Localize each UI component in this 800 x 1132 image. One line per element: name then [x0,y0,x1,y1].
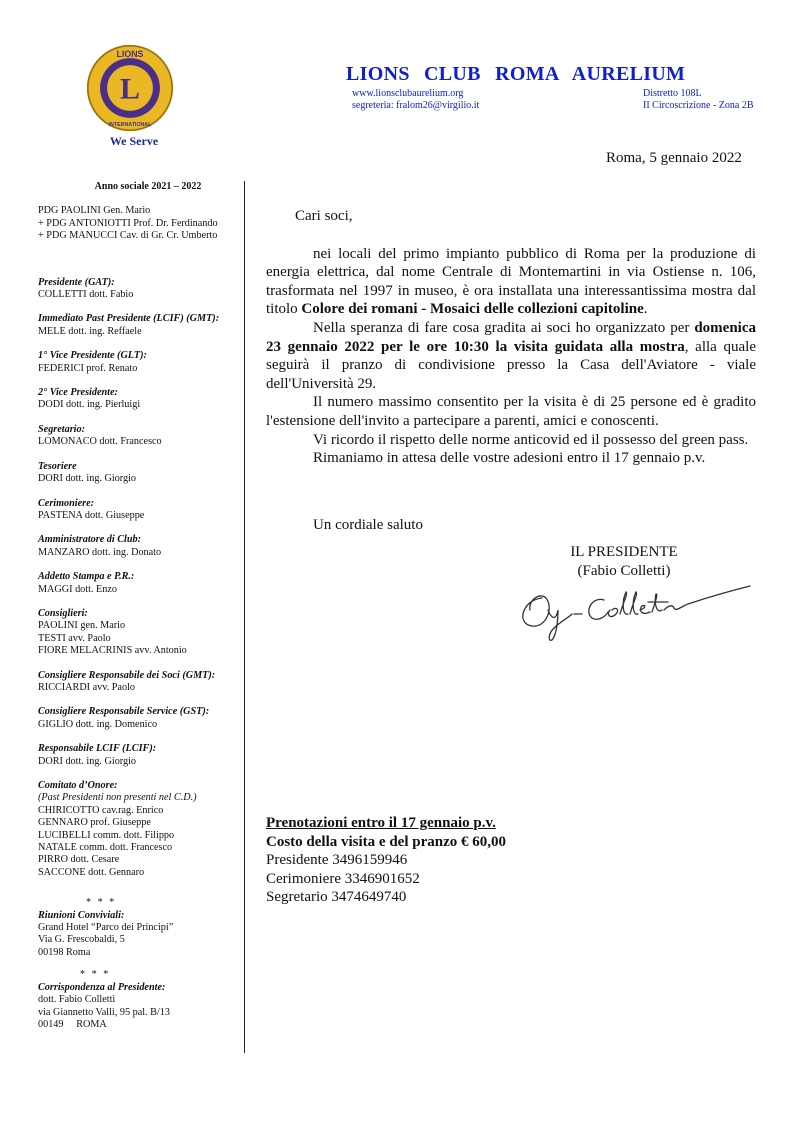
signatory-name: (Fabio Colletti) [577,562,671,579]
officer-name: PASTENA dott. Giuseppe [38,509,145,521]
pdg-line: PDG PAOLINI Gen. Mario [38,205,151,217]
officer-entry [38,608,238,658]
secretary-email: segreteria: fralom26@virgilio.it [352,100,480,111]
meetings-line: Grand Hotel “Parco dei Principi” [38,922,174,934]
separator-stars: * * * [86,897,117,909]
officer-entry [38,571,238,596]
handwritten-signature [512,580,756,644]
separator-stars: * * * [80,969,111,981]
meetings-line: 00198 Roma [38,946,91,958]
officer-role: Consigliere Responsabile Service (GST): [38,706,210,718]
officers-sidebar [38,181,238,1043]
officer-role: Amministratore di Club: [38,534,142,546]
officer-role: Consigliere Responsabile dei Soci (GMT): [38,669,216,681]
honor-name: CHIRICOTTO cav.rag. Enrico [38,804,164,816]
officer-name: TESTI avv. Paolo [38,632,111,644]
officer-role: Consiglieri: [38,607,88,619]
logo-center-letter: L [120,72,140,106]
logo-ring-bottom: INTERNATIONAL [108,121,152,128]
honor-note: (Past Presidenti non presenti nel C.D.) [38,792,197,804]
correspondence-role: Corrispondenza al Presidente: [38,981,166,993]
officer-name: MELE dott. ing. Reffaele [38,325,142,337]
officer-entry [38,461,238,486]
signatory-title: IL PRESIDENTE [570,544,678,560]
letter-paragraph: Rimaniamo in attesa delle vostre adesioni entro il 17 gennaio p.v. [313,450,706,467]
visit-cost: Costo della visita e del pranzo € 60,00 [266,833,506,850]
pdg-list [38,205,238,242]
officer-role: 1° Vice Presidente (GLT): [38,350,147,362]
meetings-line: Via G. Frescobaldi, 5 [38,934,125,946]
officer-name: LOMONACO dott. Francesco [38,436,162,448]
officer-name: RICCIARDI avv. Paolo [38,681,135,693]
officer-name: FEDERICI prof. Renato [38,362,138,374]
officer-entry [38,498,238,523]
sidebar-divider [244,181,245,1053]
officer-role: 2° Vice Presidente: [38,387,118,399]
officer-entry [38,534,238,559]
officer-entry [38,350,238,375]
honor-name: NATALE comm. dott. Francesco [38,842,173,854]
letter-greeting: Cari soci, [295,208,353,224]
officer-entry [38,670,238,695]
officer-role: Addetto Stampa e P.R.: [38,571,135,583]
zone-label: II Circoscrizione - Zona 2B [643,100,754,111]
honor-name: LUCIBELLI comm. dott. Filippo [38,829,175,841]
pdg-line: + PDG MANUCCI Cav. di Gr. Cr. Umberto [38,230,218,242]
officer-role: Cerimoniere: [38,497,95,509]
officer-entry [38,277,238,302]
reservations-block [266,814,506,907]
letter-paragraph: Vi ricordo il rispetto delle norme anticovid ed il possesso del green pass. [313,431,749,448]
contact-line: Presidente 3496159946 [266,852,408,869]
signatory-block [562,543,686,580]
meetings-block [38,910,238,960]
letter-body [266,207,756,534]
officer-name: PAOLINI gen. Mario [38,620,126,632]
officer-role: Tesoriere [38,460,77,472]
letter-closing: Un cordiale saluto [313,516,423,533]
officer-name: DORI dott. ing. Giorgio [38,473,137,485]
officer-name: DODI dott. ing. Pierluigi [38,399,141,411]
paragraph-text: nei locali del primo impianto pubblico di Roma per la produzione di energia elettrica, dal nome Centrale di Montemartini in via Ostiense n. 106, trasformata nel 1997 in museo, è ora installata una interessantissima mostra dal titolo [266,245,756,318]
honor-name: PIRRO dott. Cesare [38,854,120,866]
social-year: Anno sociale 2021 – 2022 [94,181,202,192]
letter-date: Roma, 5 gennaio 2022 [606,150,742,166]
correspondence-line: via Giannetto Valli, 95 pal. B/13 [38,1006,170,1018]
officer-name: DORI dott. ing. Giorgio [38,755,137,767]
club-name: LIONS CLUB ROMA AURELIUM [346,63,686,85]
logo-ring-top: LIONS [116,49,144,60]
letter-paragraph [266,319,756,393]
officer-entry [38,387,238,412]
correspondence-line: 00149 ROMA [38,1018,107,1030]
exhibition-title: Colore dei romani - Mosaici delle collezioni capitoline [301,301,644,318]
officer-name: FIORE MELACRINIS avv. Antonio [38,645,187,657]
club-website: www.lionsclubaurelium.org [352,88,464,99]
letter-paragraph [266,245,756,319]
officer-role: Segretario: [38,423,85,435]
pdg-line: + PDG ANTONIOTTI Prof. Dr. Ferdinando [38,217,218,229]
officer-name: COLLETTI dott. Fabio [38,289,134,301]
contact-line: Cerimoniere 3346901652 [266,870,420,887]
officer-name: MANZARO dott. ing. Donato [38,546,162,558]
honor-committee [38,780,238,879]
officer-role: Presidente (GAT): [38,276,115,288]
letter-paragraph: Il numero massimo consentito per la visita è di 25 persone ed è gradito l'estensione dell'invito a partecipare a parenti, amici e conoscenti. [266,394,756,429]
officer-role: Immediato Past Presidente (LCIF) (GMT): [38,313,220,325]
correspondence-line: dott. Fabio Colletti [38,994,116,1006]
officer-entry [38,706,238,731]
officer-entry [38,313,238,338]
visit-datetime: domenica 23 gennaio 2022 per le ore 10:30 la visita guidata alla mostra [266,319,756,355]
honor-role: Comitato d’Onore: [38,780,118,791]
reservations-heading: Prenotazioni entro il 17 gennaio p.v. [266,815,496,831]
district-label: Distretto 108L [643,88,702,99]
officer-name: MAGGI dott. Enzo [38,583,117,595]
paragraph-text: Nella speranza di fare cosa gradita ai soci ho organizzato per [313,319,695,336]
honor-name: GENNARO prof. Giuseppe [38,817,151,829]
meetings-role: Riunioni Conviviali: [38,909,125,921]
logo-tagline: We Serve [109,134,159,148]
paragraph-text: . [643,301,648,318]
paragraph-text: , alla quale seguirà il pranzo di condivisione presso la Casa dell'Aviatore - viale dell'Università 29. [266,338,756,392]
lions-logo [86,44,174,132]
contact-line: Segretario 3474649740 [266,889,407,906]
officer-entry [38,743,238,768]
honor-name: SACCONE dott. Gennaro [38,866,145,878]
officer-role: Responsabile LCIF (LCIF): [38,743,157,755]
correspondence-block [38,982,238,1032]
officer-entry [38,424,238,449]
officer-name: GIGLIO dott. ing. Domenico [38,718,158,730]
